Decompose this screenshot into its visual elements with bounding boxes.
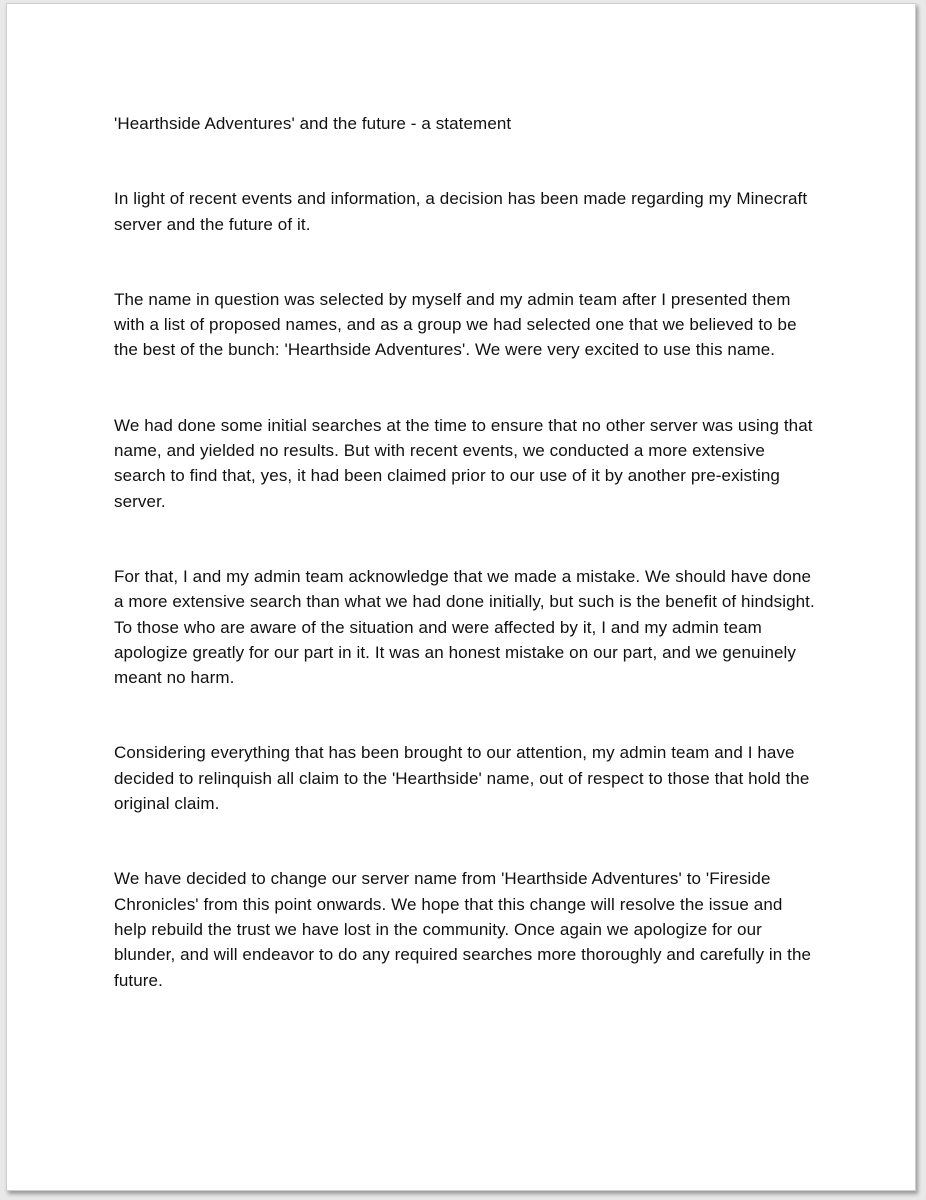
paragraph-4: For that, I and my admin team acknowledge that we made a mistake. We should have done a more extensive search than what we had done initially, but such is the benefit of hindsight. To those who are aware of the situation and were affected by it, I and my admin team apologize greatly for our part in it. It was an honest mistake on our part, and we genuinely meant no harm. bbox=[114, 566, 815, 688]
paragraph-6: We have decided to change our server name from 'Hearthside Adventures' to 'Fireside Chronicles' from this point onwards. We hope that this change will resolve the issue and help rebuild the trust we have lost in the community. Once again we apologize for our blunder, and will endeavor to do any required searches more thoroughly and carefully in the future. bbox=[114, 869, 812, 990]
paragraph-5: Considering everything that has been brought to our attention, my admin team and I have decided to relinquish all claim to the 'Hearthside' name, out of respect to those that hold the original claim. bbox=[114, 743, 810, 814]
document-body bbox=[114, 111, 819, 1043]
document-page bbox=[6, 3, 916, 1191]
paragraph-2: The name in question was selected by myself and my admin team after I presented them with a list of proposed names, and as a group we had selected one that we believed to be the best of the bunch: 'Hearthside Adventures'. We were very excited to use this name. bbox=[114, 289, 797, 360]
paragraph-3: We had done some initial searches at the time to ensure that no other server was using that name, and yielded no results. But with recent events, we conducted a more extensive search to find that, yes, it had been claimed prior to our use of it by another pre-existing server. bbox=[114, 415, 813, 511]
document-title: 'Hearthside Adventures' and the future - a statement bbox=[114, 114, 512, 133]
paragraph-1: In light of recent events and information, a decision has been made regarding my Minecraft server and the future of it. bbox=[114, 189, 808, 234]
